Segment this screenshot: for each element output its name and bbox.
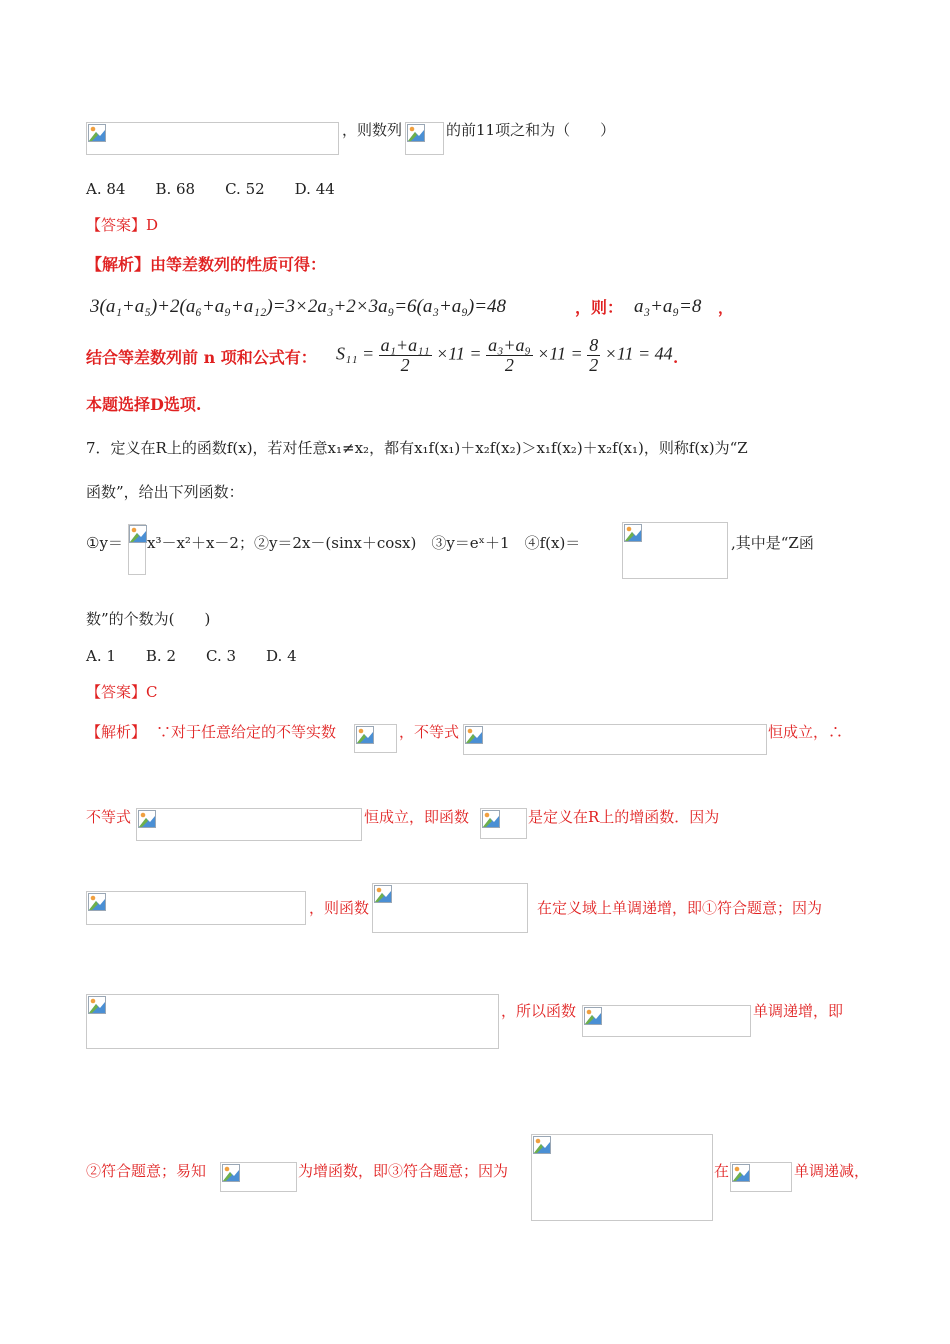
broken-image-icon: [88, 996, 106, 1014]
fraction-3: [587, 336, 600, 375]
q6-sum-label: 结合等差数列前 n 项和公式有：: [86, 348, 317, 367]
broken-image-icon: [465, 726, 483, 744]
q7-line4: 数”的个数为( ): [86, 610, 211, 628]
broken-image-icon: [482, 810, 500, 828]
frac3-num: 8: [589, 335, 599, 355]
frac3-den: 2: [589, 355, 599, 375]
q7-a2-mid: 恒成立，即函数: [364, 808, 470, 826]
broken-image-icon: [624, 524, 642, 542]
q6-options: A. 84 B. 68 C. 52 D. 44: [86, 180, 335, 198]
q7-answer: 【答案】C: [86, 683, 158, 701]
broken-image-icon: [533, 1136, 551, 1154]
function-image-4: [622, 522, 728, 579]
analysis-image-4: [480, 808, 527, 839]
q6-answer: 【答案】D: [86, 216, 159, 234]
q7-a4-mid: ，所以函数: [501, 1002, 577, 1020]
sum-left: S₁₁ =: [336, 343, 375, 364]
broken-image-icon: [129, 525, 147, 543]
broken-image-icon: [584, 1007, 602, 1025]
q6-analysis-label: 【解析】由等差数列的性质可得：: [86, 255, 327, 274]
q6-equation1: 3(a₁+a₅)+2(a₆+a₉+a₁₂)=3×2a₃+2×3a₉=6(a₃+a₉)=48: [90, 296, 507, 317]
broken-image-icon: [88, 124, 106, 142]
q7-a4-end: 单调递增，即: [753, 1002, 844, 1020]
broken-image-icon: [138, 810, 156, 828]
q7-a5-end: 单调递减，: [794, 1162, 870, 1180]
analysis-image-8: [582, 1005, 751, 1037]
frac2-den: 2: [504, 355, 514, 375]
analysis-image-10: [531, 1134, 713, 1221]
q7-line1: 7．定义在R上的函数f(x)，若对任意x₁≠x₂，都有x₁f(x₁)＋x₂f(x₂)＞x₁f(x₂)＋x₂f(x₁)，则称f(x)为“Z: [86, 439, 748, 457]
q6-eq1-then: ，则：: [575, 298, 624, 317]
analysis-image-6: [372, 883, 528, 933]
broken-image-icon: [356, 726, 374, 744]
frac2-num: a₃+a₉: [488, 335, 531, 355]
analysis-image-3: [136, 808, 362, 841]
q7-a1-label: 【解析】: [86, 723, 147, 741]
frac1-den: 2: [400, 355, 410, 375]
q6-sum-end: .: [673, 349, 679, 367]
broken-image-icon: [374, 885, 392, 903]
fraction-1: [379, 336, 432, 375]
broken-image-icon: [407, 124, 425, 142]
q7-line2: 函数”，给出下列函数：: [86, 483, 244, 501]
q6-eq1-end: ，: [718, 299, 734, 317]
broken-image-icon: [88, 893, 106, 911]
sequence-image: [405, 122, 444, 155]
analysis-image-2: [463, 724, 767, 755]
q7-a5-mid: 为增函数，即③符合题意；因为: [298, 1162, 509, 1180]
q7-a2-start: 不等式: [86, 808, 132, 826]
analysis-image-9: [220, 1162, 297, 1192]
q7-a3-end: 在定义域上单调递增，即①符合题意；因为: [537, 899, 823, 917]
broken-image-icon: [732, 1164, 750, 1182]
q7-a1-text: ∵对于任意给定的不等实数: [156, 723, 337, 741]
times-11-a: ×11 =: [436, 343, 482, 364]
function-image-1: [128, 524, 146, 575]
analysis-image-11: [730, 1162, 792, 1192]
times-11-b: ×11 =: [537, 343, 583, 364]
q7-options: A. 1 B. 2 C. 3 D. 4: [86, 647, 297, 665]
q6-conclusion: 本题选择D选项.: [86, 395, 202, 414]
q7-fn1-prefix: ①y＝: [86, 534, 123, 552]
q7-a2-end: 是定义在R上的增函数．因为: [528, 808, 720, 826]
q7-a5-in: 在: [714, 1162, 730, 1180]
q6-stem-tail: ，则数列: [342, 121, 403, 139]
fraction-2: [486, 336, 533, 375]
analysis-image-7: [86, 994, 499, 1049]
q7-a1-mid: ，不等式: [399, 723, 460, 741]
analysis-image-5: [86, 891, 306, 925]
q7-a5-start: ②符合题意；易知: [86, 1162, 207, 1180]
q7-a1-end: 恒成立，∴: [768, 723, 844, 741]
broken-image-icon: [222, 1164, 240, 1182]
analysis-image-1: [354, 724, 397, 753]
q7-a3-mid: ，则函数: [309, 899, 370, 917]
formula-image: [86, 122, 339, 155]
q7-fn-list: x³－x²＋x－2；②y＝2x－(sinx＋cosx) ③y＝eˣ＋1 ④f(x)＝: [147, 534, 581, 552]
frac1-num: a₁+a₁₁: [380, 335, 430, 355]
q6-sum-formula: [336, 336, 673, 375]
q6-stem-end: 的前11项之和为（ ）: [446, 121, 616, 139]
times-11-c: ×11 = 44: [604, 343, 673, 364]
q7-fn-tail: ,其中是“Z函: [731, 534, 814, 552]
q6-eq1-result: a₃+a₉=8: [634, 296, 702, 317]
